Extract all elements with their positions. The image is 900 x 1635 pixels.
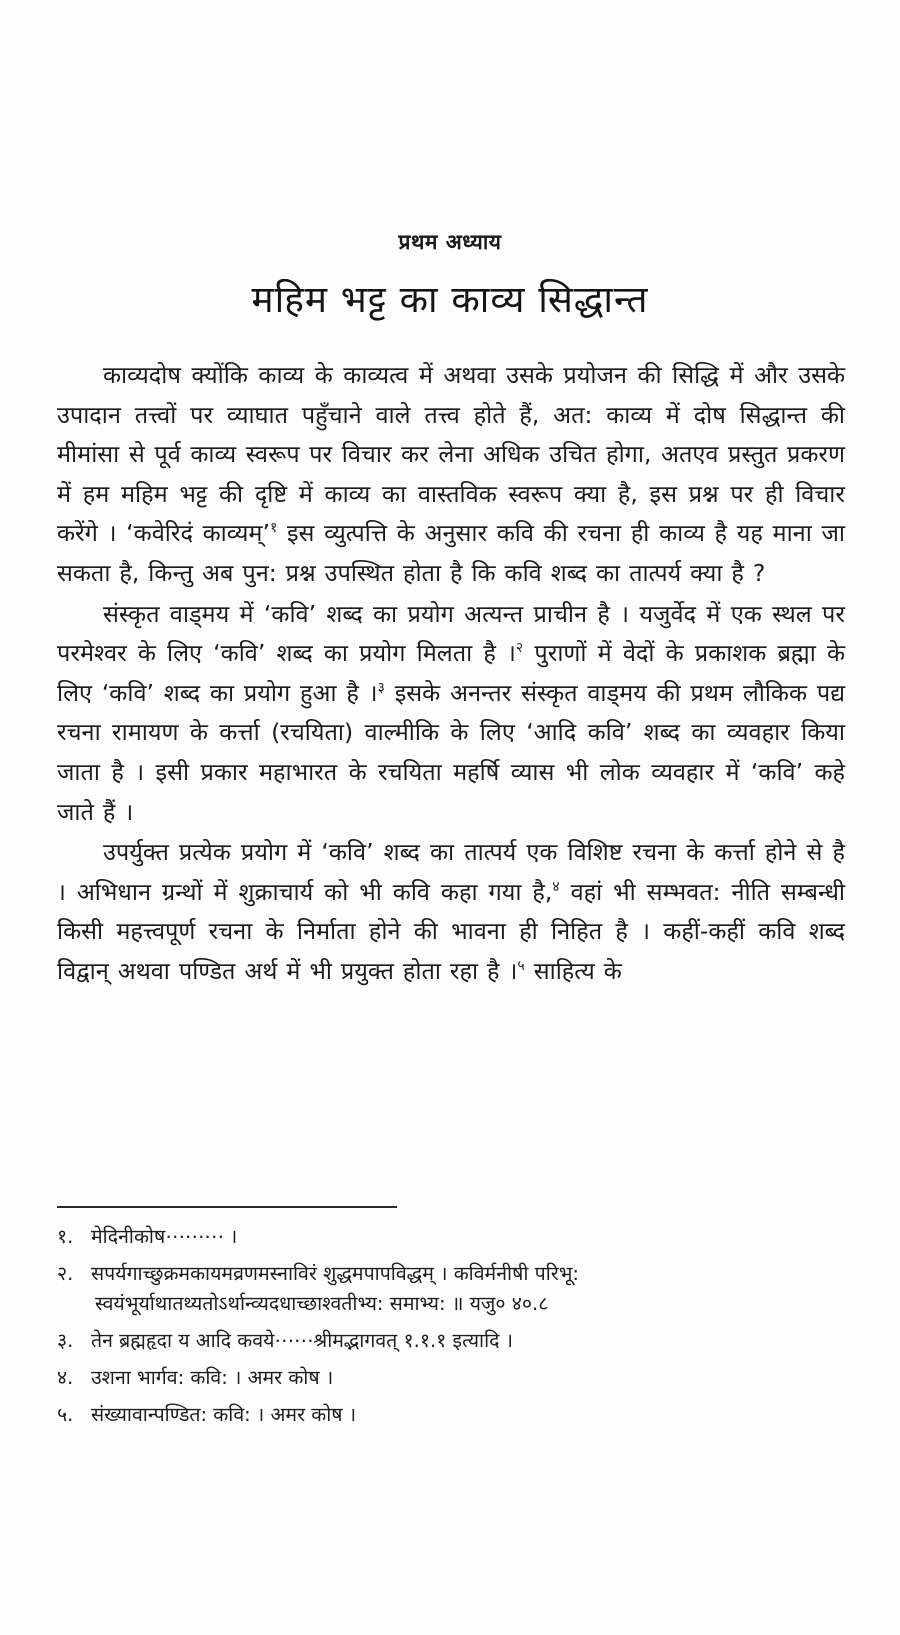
footnote-item — [57, 1400, 847, 1430]
paragraph-2-segment-0: संस्कृत वाड्मय में ‘कवि’ शब्द का प्रयोग अत्यन्त प्राचीन है । यजुर्वेद में एक स्थल पर परमेश्वर के लिए ‘कवि’ शब्द का प्रयोग मिलता है । — [57, 599, 845, 668]
paragraph-1-text-after: इस व्युत्पत्ति के अनुसार कवि की रचना ही काव्य है यह माना जा सकता है, किन्तु अब पुन: प्रश्न उपस्थित होता है कि कवि शब्द का तात्पर्य क्या है ? — [57, 519, 846, 587]
footnote-number: ५. — [57, 1403, 74, 1426]
footnote-list — [57, 1222, 847, 1437]
paragraph-3-segment-0: उपर्युक्त प्रत्येक प्रयोग में ‘कवि’ शब्द का तात्पर्य एक विशिष्ट रचना के कर्त्ता होने से है । अभिधान ग्रन्थों में शुक्राचार्य को भी कवि कहा गया है, — [57, 838, 845, 906]
footnote-number: २. — [57, 1262, 74, 1285]
paragraph-2 — [57, 595, 845, 833]
footnote-body — [91, 1259, 847, 1319]
page-title: महिम भट्ट का काव्य सिद्धान्त — [251, 278, 649, 321]
footnote-line: उशना भार्गव: कवि: । अमर कोष । — [91, 1366, 334, 1389]
footnote-line: संख्यावान्पण्डित: कवि: । अमर कोष । — [91, 1403, 357, 1426]
footnote-body — [91, 1326, 847, 1356]
paragraph-2-segment-4: इसके अनन्तर संस्कृत वाड्मय की प्रथम लौकिक पद्य रचना रामायण के कर्त्ता (रचयिता) वाल्मीकि के लिए ‘आदि कवि’ शब्द का व्यवहार किया जाता है । इसी प्रकार महाभारत के रचयिता महर्षि व्यास भी लोक व्यवहार में ‘कवि’ कहे जाते हैं । — [57, 678, 845, 826]
footnote-body — [91, 1400, 847, 1430]
footnote-item — [57, 1326, 847, 1356]
footnote-number: ४. — [57, 1366, 74, 1389]
footnote-marker-2[interactable]: २ — [515, 640, 524, 657]
footnote-body — [91, 1222, 847, 1252]
paragraph-2-segment-2: पुराणों में वेदों के प्रकाशक ब्रह्मा के लिए ‘कवि’ शब्द का प्रयोग हुआ है । — [57, 639, 845, 707]
footnote-line: स्वयंभूर्याथातथ्यतोऽर्थान्व्यदधाच्छाश्वतीभ्य: समाभ्य: ॥ यजु० ४०.८ — [95, 1292, 549, 1315]
footnote-item — [57, 1259, 847, 1319]
footnote-marker-1[interactable]: १ — [269, 520, 278, 537]
paragraph-3-segment-4: साहित्य के — [524, 956, 622, 985]
footnote-item — [57, 1222, 847, 1252]
footnote-marker-4[interactable]: ४ — [552, 878, 560, 895]
footnote-number: ३. — [57, 1329, 74, 1352]
paragraph-3 — [57, 833, 845, 991]
footnote-line: मेदिनीकोष⋯⋯⋯ । — [91, 1225, 238, 1248]
footnote-line: तेन ब्रह्महृदा य आदि कवये⋯⋯श्रीमद्भागवत् १.१.१ इत्यादि । — [91, 1329, 514, 1352]
footnote-marker-5[interactable]: ५ — [517, 958, 525, 975]
footnote-marker-3[interactable]: ३ — [377, 679, 385, 696]
footnote-separator-rule — [57, 1206, 397, 1208]
paragraph-3-segment-2: वहां भी सम्भवत: नीति सम्बन्धी किसी महत्त्वपूर्ण रचना के निर्माता होने की भावना ही निहित है । कहीं-कहीं कवि शब्द विद्वान् अथवा पण्डित अर्थ में भी प्रयुक्त होता रहा है । — [57, 877, 845, 985]
footnote-item — [57, 1363, 847, 1393]
paragraph-1-text: काव्यदोष क्योंकि काव्य के काव्यत्व में अथवा उसके प्रयोजन की सिद्धि में और उसके उपादान तत्त्वों पर व्याघात पहुँचाने वाले तत्त्व होते हैं, अत: काव्य में दोष सिद्धान्त की मीमांसा से पूर्व काव्य स्वरूप पर विचार कर लेना अधिक उचित होगा, अतएव प्रस्तुत प्रकरण में हम महिम भट्ट की दृष्टि में काव्य का वास्तविक स्वरूप क्या है, इस प्रश्न पर ही विचार करेंगे । ‘कवेरिदं काव्यम्’ — [57, 361, 845, 548]
chapter-label: प्रथम अध्याय — [398, 230, 502, 254]
paragraph-1 — [57, 356, 845, 594]
body-text — [57, 356, 845, 992]
footnote-number: १. — [57, 1225, 74, 1248]
footnote-line: सपर्यगाच्छुक्रमकायमव्रणमस्नाविरं शुद्धमपापविद्धम् । कविर्मनीषी परिभू: — [91, 1262, 579, 1285]
footnote-body — [91, 1363, 847, 1393]
